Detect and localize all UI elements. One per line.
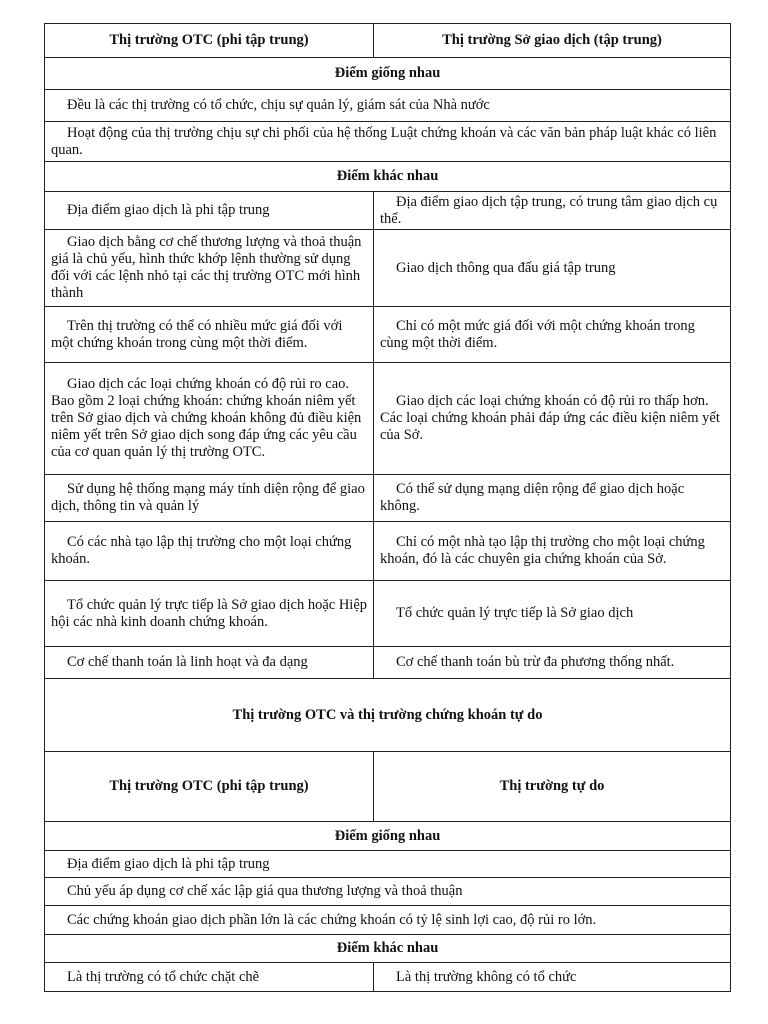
section2-title-row	[45, 679, 731, 752]
diff-row	[45, 230, 731, 307]
similar-text: Hoạt động của thị trường chịu sự chi phối của hệ thống Luật chứng khoán và các văn bản pháp luật khác có liên quan.	[51, 124, 717, 158]
header-exchange: Thị trường Sở giao dịch (tập trung)	[374, 24, 731, 58]
similar-text: Đều là các thị trường có tổ chức, chịu sự quản lý, giám sát của Nhà nước	[67, 97, 490, 113]
header-otc: Thị trường OTC (phi tập trung)	[45, 24, 374, 58]
diff-row	[45, 363, 731, 475]
otc-cell: Có các nhà tạo lập thị trường cho một loại chứng khoán.	[51, 534, 352, 567]
diff-title: Điểm khác nhau	[45, 162, 731, 192]
diff-row	[45, 522, 731, 581]
header-free-market: Thị trường tự do	[374, 752, 731, 822]
otc-cell: Cơ chế thanh toán là linh hoạt và đa dạng	[67, 654, 308, 670]
similar-text: Chủ yếu áp dụng cơ chế xác lập giá qua thương lượng và thoả thuận	[67, 883, 463, 899]
otc-cell: Trên thị trường có thể có nhiều mức giá đối với một chứng khoán trong cùng một thời điểm.	[51, 317, 343, 351]
otc-cell: Tổ chức quản lý trực tiếp là Sở giao dịch hoặc Hiệp hội các nhà kinh doanh chứng khoán.	[51, 596, 368, 630]
exchange-cell: Tổ chức quản lý trực tiếp là Sở giao dịch	[396, 605, 634, 621]
similar-row	[45, 122, 731, 162]
header-otc-2: Thị trường OTC (phi tập trung)	[45, 752, 374, 822]
exchange-cell: Chỉ có một mức giá đối với một chứng khoán trong cùng một thời điểm.	[380, 317, 695, 351]
section2-title: Thị trường OTC và thị trường chứng khoán tự do	[45, 679, 731, 752]
diff-title-row	[45, 162, 731, 192]
diff-row	[45, 647, 731, 679]
diff-title-2: Điểm khác nhau	[45, 935, 731, 963]
exchange-cell: Chỉ có một nhà tạo lập thị trường cho một loại chứng khoán, đó là các chuyên gia chứng khoán của Sở.	[380, 534, 705, 567]
otc-cell: Giao dịch bằng cơ chế thương lượng và thoả thuận giá là chủ yếu, hình thức khớp lệnh thường sử dụng đối với các lệnh nhỏ tại các thị trường OTC mới hình thành	[51, 234, 362, 301]
similar-row-2	[45, 851, 731, 878]
otc-cell: Địa điểm giao dịch là phi tập trung	[67, 202, 270, 218]
table1-header-row	[45, 24, 731, 58]
similar-row-2	[45, 878, 731, 906]
similar-text: Các chứng khoán giao dịch phần lớn là các chứng khoán có tỷ lệ sinh lợi cao, độ rủi ro lớn.	[67, 911, 597, 928]
exchange-cell: Giao dịch các loại chứng khoán có độ rủi ro thấp hơn. Các loại chứng khoán phải đáp ứng các điều kiện niêm yết của Sở.	[380, 393, 720, 443]
similar-text: Địa điểm giao dịch là phi tập trung	[67, 855, 270, 872]
similar-title-row	[45, 58, 731, 90]
similar-row	[45, 90, 731, 122]
free-market-cell: Là thị trường không có tổ chức	[396, 968, 577, 985]
exchange-cell: Có thể sử dụng mạng diện rộng để giao dịch hoặc không.	[380, 481, 685, 514]
exchange-cell: Cơ chế thanh toán bù trừ đa phương thống nhất.	[396, 654, 675, 670]
comparison-table	[44, 23, 731, 992]
otc-cell: Là thị trường có tổ chức chặt chẽ	[67, 968, 260, 985]
similar-title-row-2	[45, 822, 731, 851]
similar-title-2: Điểm giống nhau	[45, 822, 731, 851]
similar-title: Điểm giống nhau	[45, 58, 731, 90]
diff-row-2	[45, 963, 731, 992]
otc-cell: Sử dụng hệ thống mạng máy tính diện rộng để giao dịch, thông tin và quản lý	[51, 481, 365, 514]
exchange-cell: Địa điểm giao dịch tập trung, có trung tâm giao dịch cụ thể.	[380, 193, 718, 227]
similar-row-2	[45, 906, 731, 935]
otc-cell: Giao dịch các loại chứng khoán có độ rủi ro cao. Bao gồm 2 loại chứng khoán: chứng khoán niêm yết trên Sở giao dịch và chứng khoán không đủ điều kiện niêm yết trên Sở giao dịch song đáp ứng các yêu cầu của cơ quan quản lý thị trường OTC.	[51, 376, 362, 460]
diff-row	[45, 307, 731, 363]
diff-title-row-2	[45, 935, 731, 963]
exchange-cell: Giao dịch thông qua đấu giá tập trung	[396, 259, 616, 276]
diff-row	[45, 581, 731, 647]
diff-row	[45, 192, 731, 230]
table2-header-row	[45, 752, 731, 822]
diff-row	[45, 475, 731, 522]
